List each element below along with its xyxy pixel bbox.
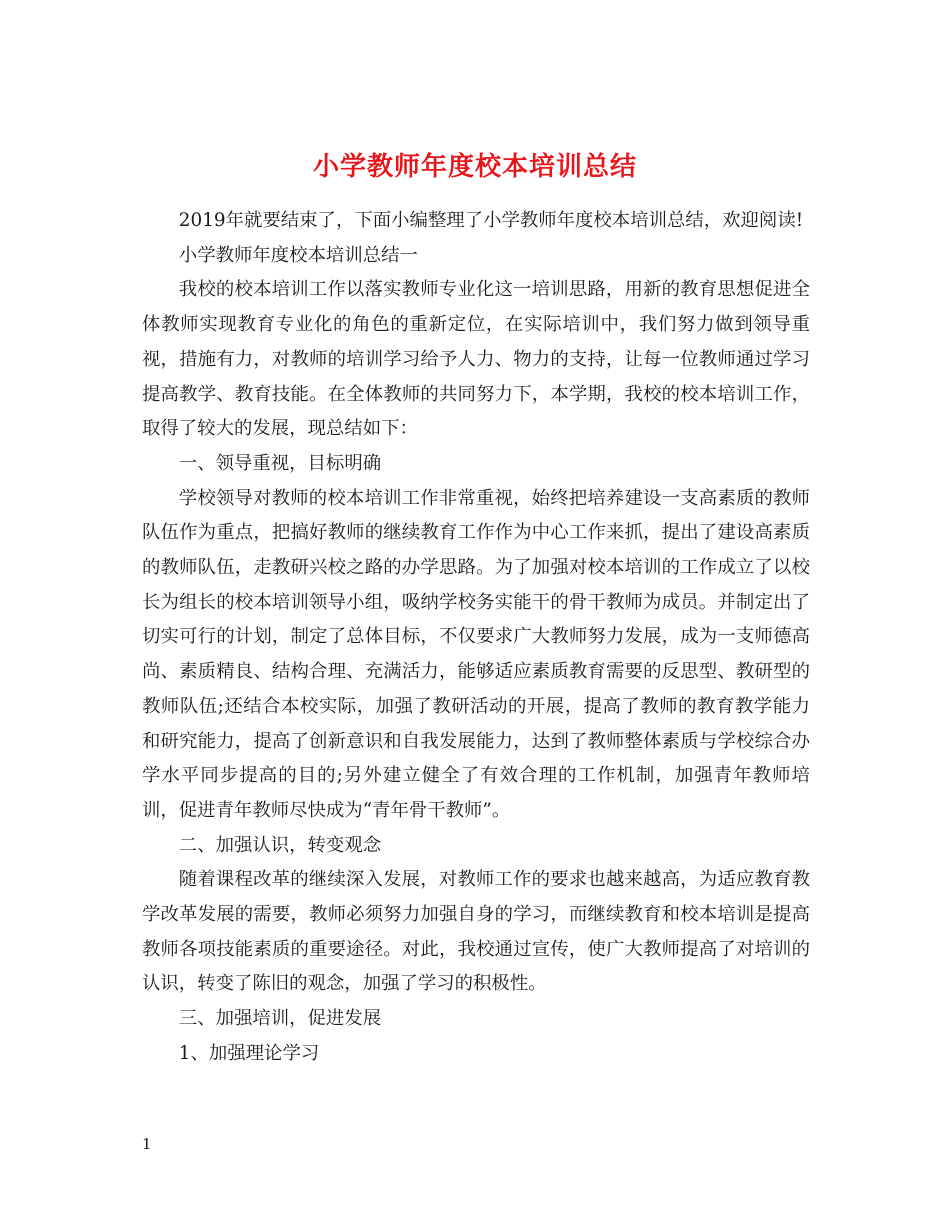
section-heading: 三、加强培训，促进发展 <box>178 1008 382 1030</box>
document-title: 小学教师年度校本培训总结 <box>312 152 637 183</box>
intro-paragraph: 2019年就要结束了，下面小编整理了小学教师年度校本培训总结，欢迎阅读! <box>178 210 804 231</box>
subsection-heading: 1、加强理论学习 <box>178 1042 320 1064</box>
page-number: 1 <box>142 1135 152 1153</box>
body-paragraph: 我校的校本培训工作以落实教师专业化这一培训思路，用新的教育思想促进全体教师实现教育专业化的角色的重新定位，在实际培训中，我们努力做到领导重视，措施有力，对教师的培训学习给予人力、物力的支持，让每一位教师通过学习提高教学、教育技能。在全体教师的共同努力下，本学期，我校的校本培训工作，取得了较大的发展，现总结如下： <box>142 279 810 440</box>
section-heading: 一、领导重视，目标明确 <box>178 452 382 474</box>
document-body <box>142 204 810 1072</box>
body-paragraph: 学校领导对教师的校本培训工作非常重视，始终把培养建设一支高素质的教师队伍作为重点，把搞好教师的继续教育工作作为中心工作来抓，提出了建设高素质的教师队伍，走教研兴校之路的办学思路。为了加强对校本培训的工作成立了以校长为组长的校本培训领导小组，吸纳学校务实能干的骨干教师为成员。并制定出了切实可行的计划，制定了总体目标，不仅要求广大教师努力发展，成为一支师德高尚、素质精良、结构合理、充满活力，能够适应素质教育需要的反思型、教研型的教师队伍;还结合本校实际，加强了教研活动的开展，提高了教师的教育教学能力和研究能力，提高了创新意识和自我发展能力，达到了教师整体素质与学校综合办学水平同步提高的目的;另外建立健全了有效合理的工作机制，加强青年教师培训，促进青年教师尽快成为“青年骨干教师”。 <box>142 487 810 821</box>
section-heading: 二、加强认识，转变观念 <box>178 834 382 856</box>
body-paragraph: 随着课程改革的继续深入发展，对教师工作的要求也越来越高，为适应教育教学改革发展的需要，教师必须努力加强自身的学习，而继续教育和校本培训是提高教师各项技能素质的重要途径。对此，我校通过宣传，使广大教师提高了对培训的认识，转变了陈旧的观念，加强了学习的积极性。 <box>142 869 810 995</box>
section-subtitle: 小学教师年度校本培训总结一 <box>178 244 418 266</box>
